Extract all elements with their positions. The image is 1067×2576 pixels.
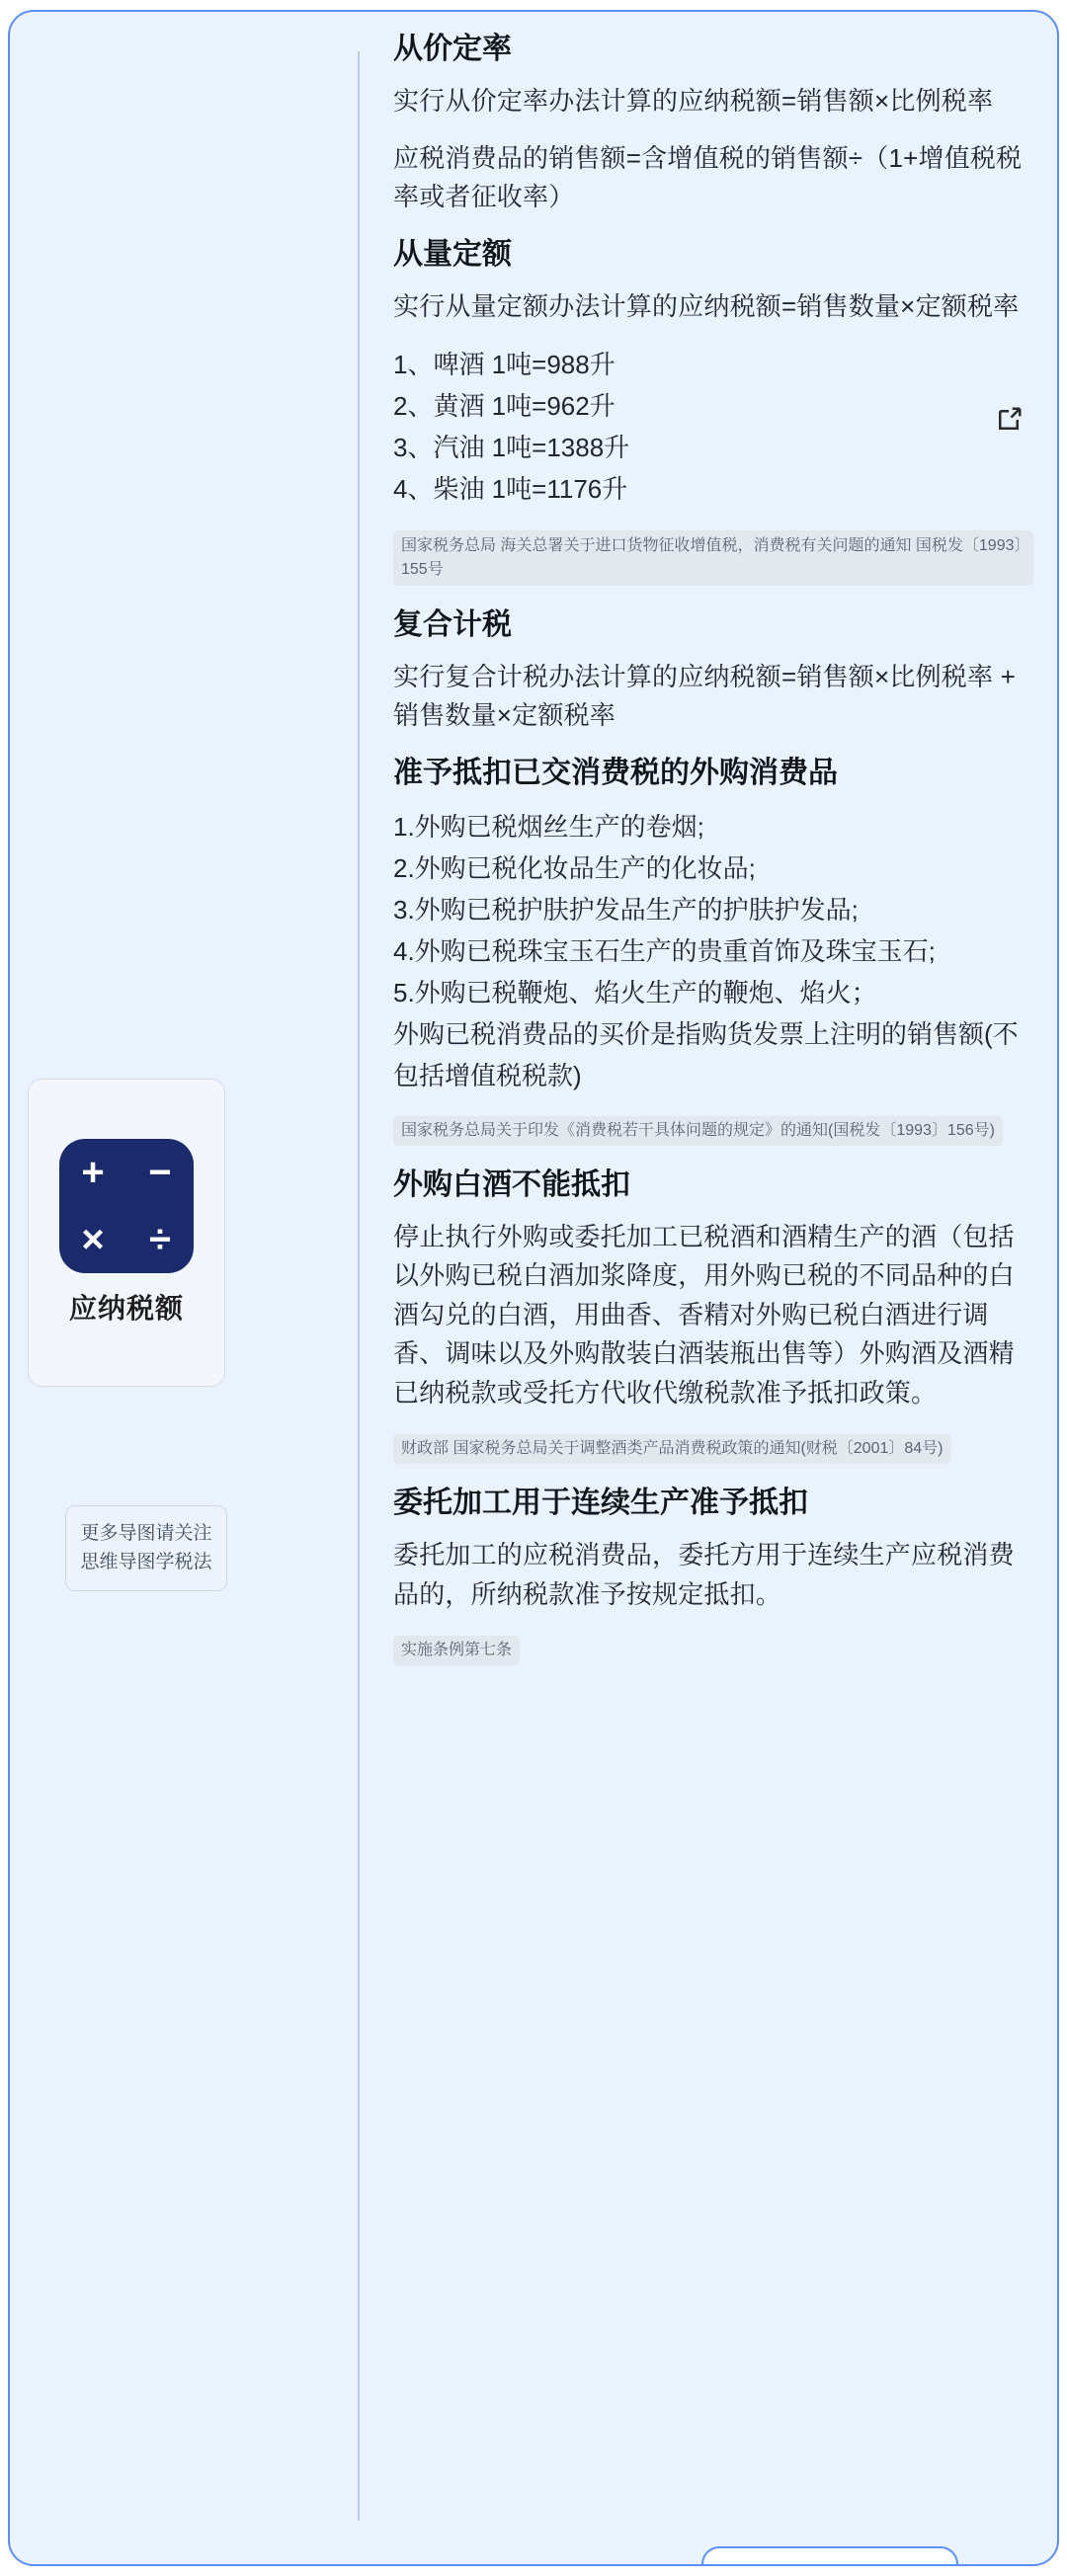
bottom-node-stub — [701, 2546, 958, 2566]
section-title: 从价定率 — [393, 33, 512, 65]
content-column — [373, 30, 1035, 1685]
section-paragraph: 实行复合计税办法计算的应纳税额=销售额×比例税率 + 销售数量×定额税率 — [393, 661, 1016, 731]
citation: 实施条例第七条 — [393, 1636, 520, 1665]
branch-specific-duty — [373, 235, 1035, 605]
plus-symbol: + — [81, 1151, 105, 1194]
citation: 财政部 国家税务总局关于调整酒类产品消费税政策的通知(财税〔2001〕84号) — [393, 1434, 951, 1464]
promo-note — [65, 1505, 227, 1591]
root-node[interactable] — [28, 1079, 225, 1387]
mindmap-card — [8, 10, 1059, 2566]
branch-entrusted-processing — [373, 1484, 1035, 1685]
promo-line-2: 思维导图学税法 — [80, 1551, 212, 1572]
branch-deductible-purchased — [373, 754, 1035, 1166]
section-title: 委托加工用于连续生产准予抵扣 — [393, 1487, 808, 1520]
list-item: 1.外购已税烟丝生产的卷烟; — [393, 811, 704, 842]
list-item: 1、啤酒 1吨=988升 — [393, 350, 616, 380]
calculator-icon — [59, 1139, 194, 1273]
list-item: 4、柴油 1吨=1176升 — [393, 474, 628, 505]
section-paragraph: 停止执行外购或委托加工已税酒和酒精生产的酒（包括以外购已税白酒加浆降度，用外购已税的不同品种的白酒勾兑的白酒，用曲香、香精对外购已税白酒进行调香、调味以及外购散装白酒装瓶出售等）外购酒及酒精已纳税款或受托方代收代缴税款准予抵扣政策。 — [393, 1221, 1015, 1408]
section-title: 复合计税 — [393, 607, 512, 641]
section-paragraph: 应税消费品的销售额=含增值税的销售额÷（1+增值税税率或者征收率） — [393, 142, 1023, 212]
promo-line-1: 更多导图请关注 — [80, 1523, 212, 1544]
minus-symbol: − — [148, 1151, 172, 1194]
divide-symbol: ÷ — [149, 1218, 171, 1261]
section-title: 外购白酒不能抵扣 — [393, 1167, 630, 1201]
section-paragraph: 委托加工的应税消费品，委托方用于连续生产应税消费品的，所纳税款准予按规定抵扣。 — [393, 1540, 1015, 1609]
branch-baijiu-not-deductible — [373, 1166, 1035, 1484]
list-item: 2.外购已税化妆品生产的化妆品; — [393, 852, 756, 883]
branch-compound-tax — [373, 605, 1035, 736]
list-item: 2、黄酒 1吨=962升 — [393, 391, 616, 422]
citation: 国家税务总局 海关总署关于进口货物征收增值税，消费税有关问题的通知 国税发〔1993〕155号 — [393, 530, 1033, 586]
list-item: 4.外购已税珠宝玉石生产的贵重首饰及珠宝玉石; — [393, 935, 936, 966]
deductible-list — [393, 806, 1035, 1097]
connector-spine — [358, 51, 360, 2521]
multiply-symbol: × — [81, 1218, 105, 1261]
conversion-list — [393, 344, 1035, 510]
list-item: 3.外购已税护肤护发品生产的护肤护发品; — [393, 894, 859, 925]
section-paragraph: 实行从价定率办法计算的应纳税额=销售额×比例税率 — [393, 86, 994, 116]
branch-ad-valorem — [373, 30, 1035, 217]
citation: 国家税务总局关于印发《消费税若干具体问题的规定》的通知(国税发〔1993〕156号) — [393, 1116, 1003, 1146]
list-item: 3、汽油 1吨=1388升 — [393, 433, 630, 463]
section-paragraph: 实行从量定额办法计算的应纳税额=销售数量×定额税率 — [393, 290, 1020, 321]
section-title: 准予抵扣已交消费税的外购消费品 — [393, 756, 838, 789]
list-item: 5.外购已税鞭炮、焰火生产的鞭炮、焰火； — [393, 977, 877, 1007]
root-label: 应纳税额 — [68, 1293, 184, 1324]
section-title: 从量定额 — [393, 237, 512, 271]
list-item: 外购已税消费品的买价是指购货发票上注明的销售额(不包括增值税税款) — [393, 1019, 1019, 1091]
